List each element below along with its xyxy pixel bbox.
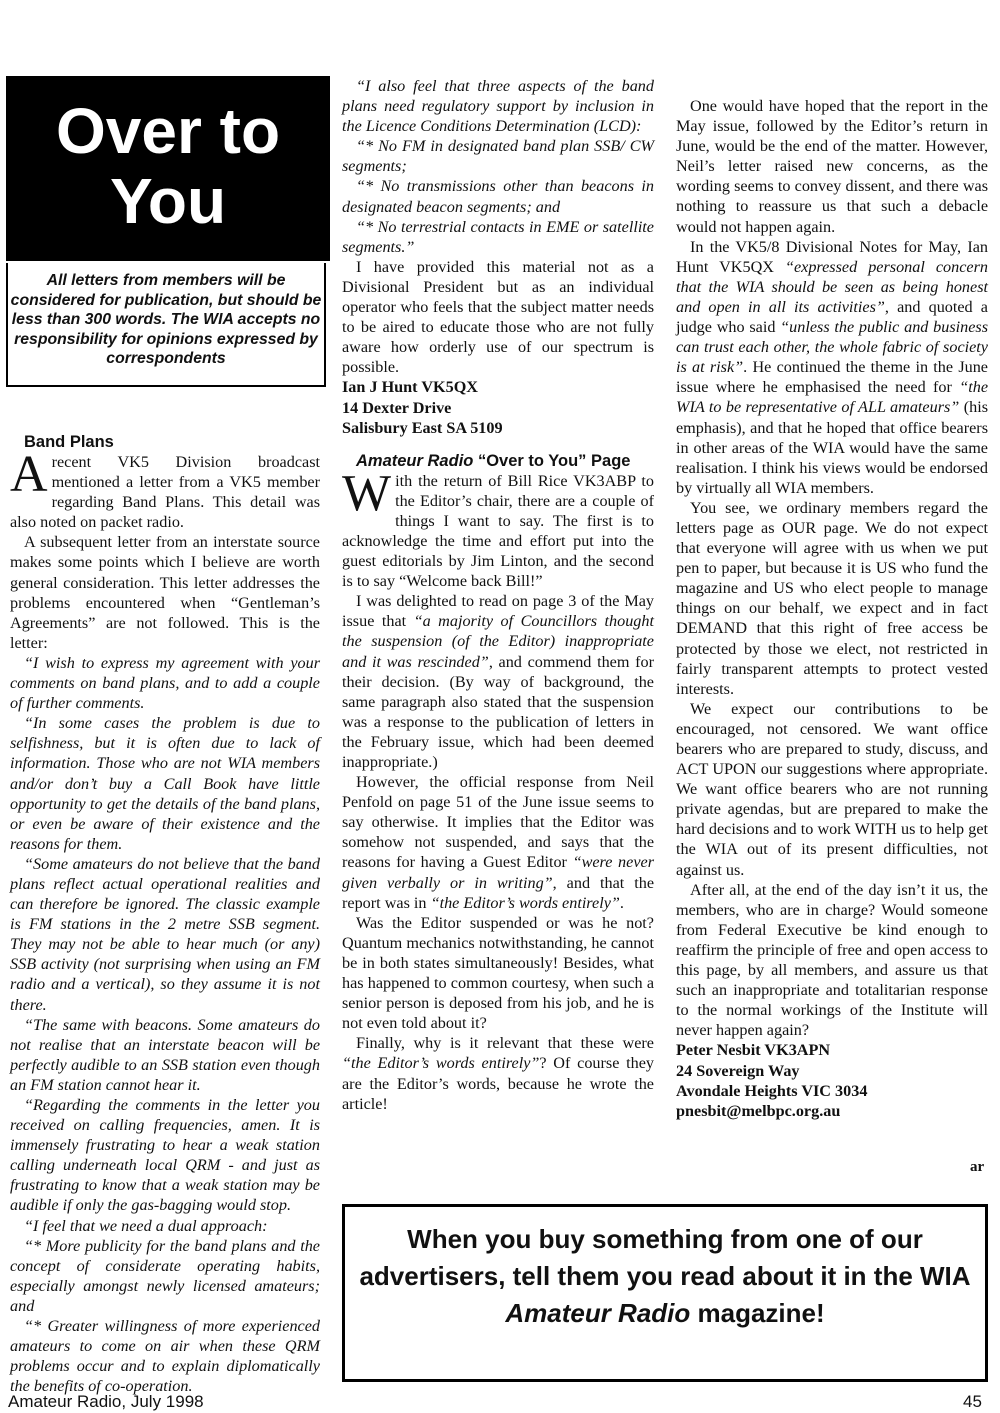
letter2-heading-magazine: Amateur Radio (356, 451, 474, 470)
column-3 (676, 96, 988, 1121)
advertiser-notice-box (342, 1204, 988, 1382)
quote-4: “The same with beacons. Some amateurs do not realise that an interstate beacon will be perfectly audible to an SSB station even though an FM station cannot hear it. (10, 1015, 320, 1094)
letter2-para-10: After all, at the end of the day isn’t it us, the members, who are in charge? Would someone from Federal Executive be kind enough to reaffirm the principle of free and open access to this page, by all members, and assure us that such an inappropriate and totalitarian response to the normal workings of the Institute will never happen again? (676, 880, 988, 1040)
letter2-para-7-e: . He continued the theme in the June issue where he emphasised the need for (676, 358, 988, 397)
letter2-para-5 (342, 1033, 654, 1113)
letter2-para-6: One would have hoped that the report in the May issue, followed by the Editor’s return in June, would be the end of the matter. However, Neil’s letter raised new concerns, as the wording seems to convey dissent, and there was nothing to reassure us that such a debacle would not happen again. (676, 97, 988, 236)
letter2-para-4: Was the Editor suspended or was he not? Quantum mechanics notwithstanding, he cannot be in both states simultaneously! Besides, what has happened to common courtesy, when such a senior person is deposed from his job, and he is not even told about it? (342, 913, 654, 1033)
letter2-para-3-quote-1: “were never given verbally or in writing” (342, 853, 654, 892)
letter2-para-7-g: (his emphasis), and that he hoped that office bearers in other areas of the WIA would have the same realisation. I think his views would be endorsed by virtually all WIA members. (676, 398, 988, 497)
letter2-para-2-a: I was delighted to read on page 3 of the May issue that (342, 592, 654, 631)
letter1-signature-name: Ian J Hunt VK5QX (342, 378, 478, 397)
notice-box (6, 263, 326, 387)
letter2-para-3 (342, 772, 654, 913)
footer-page-number: 45 (963, 1392, 982, 1411)
letter2-para-7-quote-2: “unless the public and business can trust each other, the whole fabric of society is at risk” (676, 318, 988, 377)
quote-7: “* More publicity for the band plans and the concept of considerate operating habits, especially amongst newly licensed amateurs; and (10, 1236, 320, 1315)
quote-5: “Regarding the comments in the letter you received on calling frequencies, amen. It is immensely frustrating to hear a weak station calling underneath local QRM - and just as frustrating to know that a weak station may be audible if only the gas-bagging would stop. (10, 1096, 320, 1215)
letter2-heading-rest: “Over to You” Page (473, 451, 631, 470)
letter1-dropcap: A (10, 446, 48, 503)
letter2-para-8: You see, we ordinary members regard the letters page as OUR page. We do not expect that everyone will agree with us when we put pen to paper, but because it is US who fund the magazine and US who elect people to manage things on our behalf, we expect and in fact DEMAND that this right of free access be protected by those we elect, not restricted in fairly transparent attempts to protect vested interests. (676, 498, 988, 698)
quote-10: “* No FM in designated band plan SSB/ CW segments; (342, 137, 654, 176)
quote-3: “Some amateurs do not believe that the band plans reflect actual operational realities and can therefore be ignored. The classic example is FM stations in the 2 metre SSB segment. They may not be able to hear much (or any) SSB activity (not surprising when using an FM radio and a vertical), so they assume it is not there. (10, 854, 320, 1014)
letter1-para-2: A subsequent letter from an interstate source makes some points which I believe are worth general consideration. This letter addresses the problems encountered when “Gentleman’s Agreements” are not followed. This is the letter: (10, 533, 320, 652)
column-1 (10, 433, 320, 1396)
letter2-para-9: We expect our contributions to be encouraged, not censored. We want office bearers who are prepared to study, discuss, and ACT UPON our suggestions where appropriate. We want office bearers who are not running private agendas, but are prepared to make the hard decisions and to work WITH us to help get the WIA out of its present difficulties, not against us. (676, 699, 988, 879)
ad-text-magazine: Amateur Radio (505, 1298, 691, 1328)
letter2-para-3-c: , and that the report was in (342, 873, 654, 912)
quote-2: “In some cases the problem is due to selfishness, but it is often due to lack of information. Those who are not WIA members and/or don’t buy a Call Book have little opportunity to get the details of the band plans, or even be aware of their existence and the reasons for them. (10, 714, 320, 853)
letter2-signature-street: 24 Sovereign Way (676, 1061, 800, 1080)
quote-11: “* No transmissions other than beacons in designated beacon segments; and (342, 177, 654, 216)
letter2-para-7-quote-1: “expressed personal concern that the WIA should be seen as being honest and open in all its activities” (676, 257, 988, 316)
quote-12: “* No terrestrial contacts in EME or satellite segments.” (342, 217, 654, 256)
letter2-para-7-a: In the VK5/8 Divisional Notes for May, Ian Hunt VK5QX (676, 237, 988, 276)
letter2-para-1-text: ith the return of Bill Rice VK3ABP to the Editor’s chair, there are a couple of things I want to say. The first is to acknowledge the time and effort put into the guest editorials by Jim Linton, and the second is to say “Welcome back Bill!” (342, 471, 654, 591)
end-mark: ar (970, 1159, 985, 1175)
letter2-para-7-quote-3: “the WIA to be representative of ALL amateurs” (676, 378, 988, 417)
quote-1: “I wish to express my agreement with your comments on band plans, and to add a couple of further comments. (10, 653, 320, 713)
ad-text-b: magazine! (690, 1298, 825, 1328)
letter2-para-5-quote: “the Editor’s words entirely” (342, 1054, 540, 1073)
letter1-para-1 (10, 446, 320, 532)
letter2-signature-name: Peter Nesbit VK3APN (676, 1041, 831, 1060)
ad-text-a: When you buy something from one of our advertisers, tell them you read about it in the WIA (359, 1224, 971, 1291)
letter1-para-1-text: recent VK5 Division broadcast mentioned a letter from a VK5 member regarding Band Plans. This detail was also noted on packet radio. (10, 453, 320, 532)
letter2-para-1 (342, 464, 654, 592)
letter2-para-2-c: , and commend them for their decision. (By way of background, the same paragraph also stated that the suspension was a response to the publication of letters in the February issue, which had been deemed inappropriate.) (342, 652, 654, 771)
title-banner (6, 76, 330, 261)
letter2-signature-town: Avondale Heights VIC 3034 (676, 1081, 868, 1100)
quote-6: “I feel that we need a dual approach: (24, 1216, 268, 1235)
page-title: Over to You (55, 95, 281, 237)
quote-8: “* Greater willingness of more experienced amateurs to come on air when these QRM problems occur and to explain diplomatically the benefits of co-operation. (10, 1317, 320, 1396)
letter2-para-7 (676, 237, 988, 498)
letter1-signature-street: 14 Dexter Drive (342, 398, 452, 417)
letter2-para-3-a: However, the official response from Neil Penfold on page 51 of the June issue seems to say otherwise. It implies that the Editor was somehow not suspended, and says that the reasons for having a Guest Editor (342, 773, 654, 872)
letter2-para-2 (342, 591, 654, 772)
letter2-para-5-a: Finally, why is it relevant that these were (356, 1034, 654, 1053)
advertiser-notice-text (355, 1221, 975, 1332)
letter2-signature-email: pnesbit@melbpc.org.au (676, 1101, 841, 1120)
letter2-dropcap: W (342, 464, 392, 522)
letter2-para-3-e: . (619, 893, 624, 912)
letter2-para-3-quote-2: “the Editor’s words entirely” (430, 893, 620, 912)
letter1-para-3: I have provided this material not as a Divisional President but as an individual operator who feels that the subject matter needs to be aired to educate those who are not fully aware how orderly use of our spectrum is possible. (342, 257, 654, 377)
letter2-para-5-c: ? Of course they are the Editor’s words, because he wrote the article! (342, 1054, 654, 1113)
letter2-para-7-c: , and quoted a judge who said (676, 297, 988, 337)
notice-text: All letters from members will be considered for publication, but should be less than 300 words. The WIA accepts no responsibility for opinions expressed by correspondents (10, 272, 322, 367)
letter1-signature-town: Salisbury East SA 5109 (342, 418, 503, 437)
letter1-heading: Band Plans (24, 433, 114, 451)
letter2-heading (342, 452, 654, 471)
column-2 (342, 76, 654, 1114)
letter2-para-2-quote: “a majority of Councillors thought the suspension (of the Editor) inappropriate and it was rescinded” (342, 612, 654, 671)
quote-9: “I also feel that three aspects of the band plans need regulatory support by inclusion in the Licence Conditions Determination (LCD): (342, 77, 654, 136)
footer-publication: Amateur Radio, July 1998 (8, 1392, 204, 1411)
